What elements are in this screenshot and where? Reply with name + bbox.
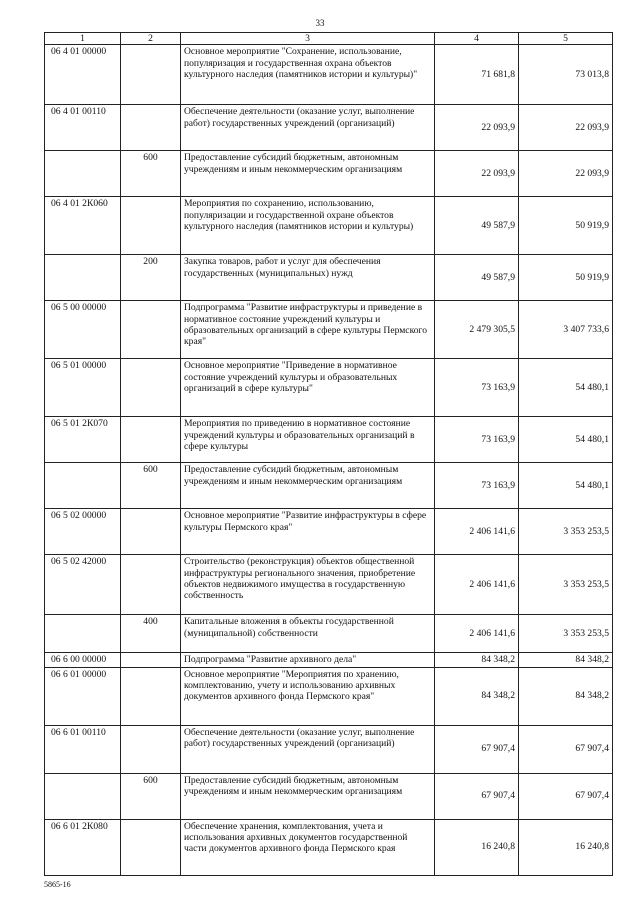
row-value-col5: 22 093,9	[519, 151, 613, 197]
row-value-col4: 84 348,2	[435, 667, 519, 725]
row-value-col4: 71 681,8	[435, 45, 519, 105]
row-value-col5: 54 480,1	[519, 463, 613, 509]
table-row	[45, 667, 613, 725]
table-row	[45, 151, 613, 197]
row-expense-type	[121, 105, 181, 151]
row-expense-type	[121, 555, 181, 615]
row-expense-type	[121, 667, 181, 725]
row-value-col5: 73 013,8	[519, 45, 613, 105]
page-number: 33	[315, 18, 325, 28]
column-header-5: 5	[519, 33, 613, 45]
row-description: Строительство (реконструкция) объектов общественной инфраструктуры регионального значения, приобретение объектов недвижимого имущества в государственную собственность	[181, 555, 435, 615]
row-value-col5: 22 093,9	[519, 105, 613, 151]
row-description: Обеспечение деятельности (оказание услуг, выполнение работ) государственных учреждений (организаций)	[181, 105, 435, 151]
row-description: Закупка товаров, работ и услуг для обеспечения государственных (муниципальных) нужд	[181, 255, 435, 301]
table-row	[45, 359, 613, 417]
row-value-col5: 54 480,1	[519, 359, 613, 417]
row-code: 06 6 01 00000	[45, 667, 121, 725]
table-row	[45, 819, 613, 875]
row-expense-type: 600	[121, 151, 181, 197]
table-row	[45, 301, 613, 359]
row-code	[45, 615, 121, 653]
table-row	[45, 417, 613, 463]
row-code: 06 6 01 00110	[45, 725, 121, 773]
row-code: 06 5 01 2К070	[45, 417, 121, 463]
budget-table	[44, 32, 613, 876]
column-header-1: 1	[45, 33, 121, 45]
row-value-col4: 67 907,4	[435, 773, 519, 819]
table-row	[45, 653, 613, 667]
table-row	[45, 197, 613, 255]
row-code: 06 4 01 00110	[45, 105, 121, 151]
row-expense-type: 200	[121, 255, 181, 301]
row-code	[45, 773, 121, 819]
row-code: 06 5 02 00000	[45, 509, 121, 555]
row-value-col4: 73 163,9	[435, 417, 519, 463]
row-code	[45, 463, 121, 509]
row-value-col5: 3 407 733,6	[519, 301, 613, 359]
row-value-col5: 84 348,2	[519, 667, 613, 725]
table-row	[45, 45, 613, 105]
table-row	[45, 255, 613, 301]
row-value-col4: 84 348,2	[435, 653, 519, 667]
row-expense-type	[121, 359, 181, 417]
row-description: Подпрограмма "Развитие инфраструктуры и приведение в нормативное состояние учреждений культуры и образовательных организаций в сфере культуры Пермского края"	[181, 301, 435, 359]
row-value-col5: 67 907,4	[519, 773, 613, 819]
row-value-col5: 84 348,2	[519, 653, 613, 667]
row-expense-type: 400	[121, 615, 181, 653]
row-code: 06 4 01 2К060	[45, 197, 121, 255]
row-description: Основное мероприятие "Сохранение, использование, популяризация и государственная охрана объектов культурного наследия (памятников истории и культуры)"	[181, 45, 435, 105]
table-row	[45, 105, 613, 151]
row-code: 06 6 01 2К080	[45, 819, 121, 875]
row-value-col4: 73 163,9	[435, 359, 519, 417]
table-body	[45, 45, 613, 875]
row-description: Предоставление субсидий бюджетным, автономным учреждениям и иным некоммерческим организациям	[181, 773, 435, 819]
row-expense-type: 600	[121, 463, 181, 509]
row-value-col4: 67 907,4	[435, 725, 519, 773]
row-code: 06 4 01 00000	[45, 45, 121, 105]
row-value-col4: 22 093,9	[435, 105, 519, 151]
row-expense-type: 600	[121, 773, 181, 819]
row-value-col5: 3 353 253,5	[519, 509, 613, 555]
row-code: 06 5 02 42000	[45, 555, 121, 615]
row-value-col4: 16 240,8	[435, 819, 519, 875]
column-header-4: 4	[435, 33, 519, 45]
budget-table-container	[44, 32, 612, 876]
row-value-col4: 49 587,9	[435, 197, 519, 255]
table-row	[45, 555, 613, 615]
row-expense-type	[121, 509, 181, 555]
column-header-3: 3	[181, 33, 435, 45]
table-row	[45, 725, 613, 773]
column-header-row	[45, 33, 613, 45]
row-value-col4: 2 406 141,6	[435, 615, 519, 653]
row-description: Предоставление субсидий бюджетным, автономным учреждениям и иным некоммерческим организациям	[181, 463, 435, 509]
row-value-col5: 3 353 253,5	[519, 615, 613, 653]
row-value-col5: 54 480,1	[519, 417, 613, 463]
row-value-col5: 3 353 253,5	[519, 555, 613, 615]
row-code: 06 6 00 00000	[45, 653, 121, 667]
row-expense-type	[121, 301, 181, 359]
row-value-col4: 2 406 141,6	[435, 509, 519, 555]
row-code	[45, 255, 121, 301]
row-expense-type	[121, 197, 181, 255]
row-description: Основное мероприятие "Мероприятия по хранению, комплектованию, учету и использованию архивных документов архивного фонда Пермского края"	[181, 667, 435, 725]
row-value-col5: 50 919,9	[519, 197, 613, 255]
row-code	[45, 151, 121, 197]
table-row	[45, 615, 613, 653]
row-value-col5: 50 919,9	[519, 255, 613, 301]
table-row	[45, 509, 613, 555]
row-value-col4: 2 406 141,6	[435, 555, 519, 615]
row-description: Обеспечение хранения, комплектования, учета и использования архивных документов государственной части документов архивного фонда Пермского края	[181, 819, 435, 875]
table-row	[45, 773, 613, 819]
row-description: Мероприятия по сохранению, использованию, популяризации и государственной охране объектов культурного наследия (памятников истории и культуры)	[181, 197, 435, 255]
row-expense-type	[121, 45, 181, 105]
row-description: Подпрограмма "Развитие архивного дела"	[181, 653, 435, 667]
row-value-col4: 73 163,9	[435, 463, 519, 509]
row-description: Капитальные вложения в объекты государственной (муниципальной) собственности	[181, 615, 435, 653]
row-expense-type	[121, 653, 181, 667]
row-code: 06 5 01 00000	[45, 359, 121, 417]
row-description: Обеспечение деятельности (оказание услуг, выполнение работ) государственных учреждений (организаций)	[181, 725, 435, 773]
row-expense-type	[121, 725, 181, 773]
row-description: Мероприятия по приведению в нормативное состояние учреждений культуры и образовательных организаций в сфере культуры	[181, 417, 435, 463]
row-value-col5: 67 907,4	[519, 725, 613, 773]
row-value-col5: 16 240,8	[519, 819, 613, 875]
document-code: 5865-16	[44, 880, 71, 889]
row-value-col4: 2 479 305,5	[435, 301, 519, 359]
column-header-2: 2	[121, 33, 181, 45]
row-description: Предоставление субсидий бюджетным, автономным учреждениям и иным некоммерческим организациям	[181, 151, 435, 197]
row-description: Основное мероприятие "Приведение в нормативное состояние учреждений культуры и образовательных организаций в сфере культуры"	[181, 359, 435, 417]
row-description: Основное мероприятие "Развитие инфраструктуры в сфере культуры Пермского края"	[181, 509, 435, 555]
table-row	[45, 463, 613, 509]
row-value-col4: 49 587,9	[435, 255, 519, 301]
row-expense-type	[121, 819, 181, 875]
row-code: 06 5 00 00000	[45, 301, 121, 359]
row-value-col4: 22 093,9	[435, 151, 519, 197]
row-expense-type	[121, 417, 181, 463]
